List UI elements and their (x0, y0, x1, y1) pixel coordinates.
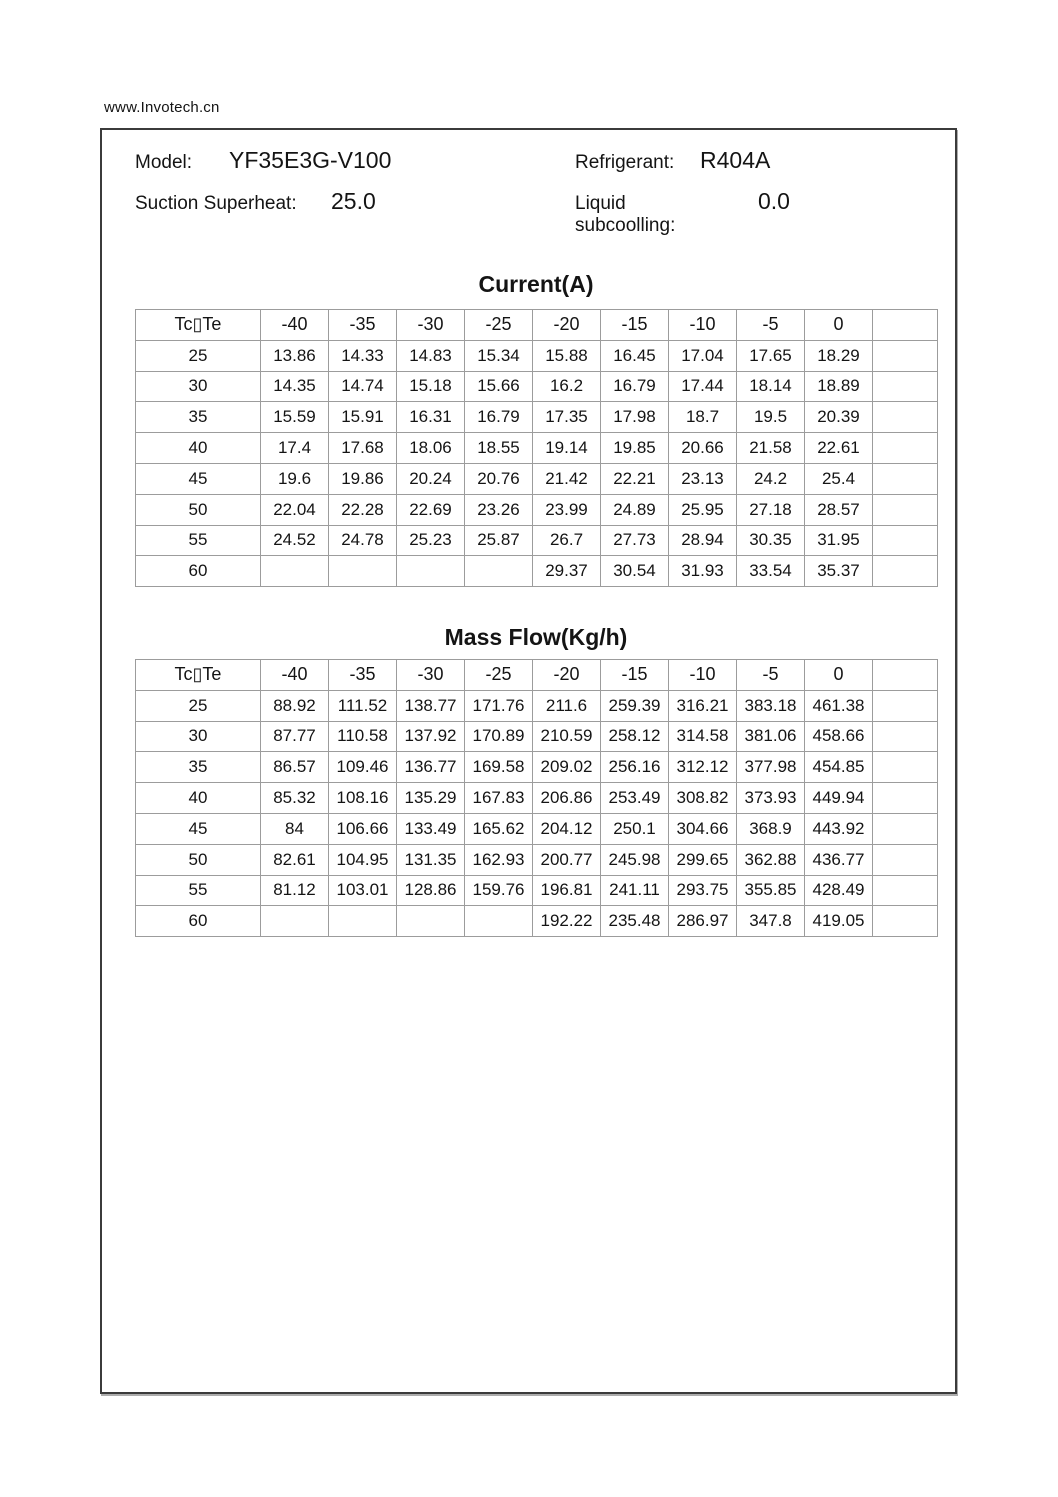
table-cell: 362.88 (737, 844, 805, 875)
mass-flow-table-host (135, 659, 938, 937)
column-header: -20 (533, 660, 601, 691)
table-cell: 16.31 (397, 402, 465, 433)
row-label: 35 (136, 752, 261, 783)
empty-header (873, 660, 938, 691)
empty-cell (873, 752, 938, 783)
refrigerant-label: Refrigerant: (575, 152, 675, 173)
table-cell: 245.98 (601, 844, 669, 875)
row-label: 55 (136, 875, 261, 906)
table-cell (261, 556, 329, 587)
table-cell: 304.66 (669, 813, 737, 844)
table-cell: 111.52 (329, 690, 397, 721)
table-cell: 24.89 (601, 494, 669, 525)
table-cell (397, 556, 465, 587)
table-cell: 192.22 (533, 906, 601, 937)
table-cell: 24.52 (261, 525, 329, 556)
current-table-host (135, 309, 938, 587)
superheat-label: Suction Superheat: (135, 193, 297, 214)
table-row (136, 525, 938, 556)
table-cell: 14.74 (329, 371, 397, 402)
row-label: 45 (136, 463, 261, 494)
table-cell: 109.46 (329, 752, 397, 783)
empty-cell (873, 721, 938, 752)
table-cell (465, 906, 533, 937)
table-cell (397, 906, 465, 937)
table-cell: 25.95 (669, 494, 737, 525)
table-cell: 31.93 (669, 556, 737, 587)
empty-cell (873, 402, 938, 433)
table-cell: 133.49 (397, 813, 465, 844)
table-cell: 17.4 (261, 433, 329, 464)
table-cell: 293.75 (669, 875, 737, 906)
table-cell: 31.95 (805, 525, 873, 556)
table-cell: 18.7 (669, 402, 737, 433)
empty-cell (873, 813, 938, 844)
table-cell: 104.95 (329, 844, 397, 875)
table-cell: 15.88 (533, 340, 601, 371)
column-header: -40 (261, 660, 329, 691)
table-cell: 14.83 (397, 340, 465, 371)
table-cell: 299.65 (669, 844, 737, 875)
row-label: 50 (136, 494, 261, 525)
table-cell: 22.69 (397, 494, 465, 525)
table-cell: 15.91 (329, 402, 397, 433)
table-cell: 85.32 (261, 783, 329, 814)
table-cell: 308.82 (669, 783, 737, 814)
empty-cell (873, 783, 938, 814)
column-header: -35 (329, 660, 397, 691)
table-cell: 16.79 (601, 371, 669, 402)
table-cell: 15.18 (397, 371, 465, 402)
table-cell: 19.5 (737, 402, 805, 433)
superheat-value: 25.0 (331, 188, 376, 214)
table-cell: 20.39 (805, 402, 873, 433)
table-cell: 458.66 (805, 721, 873, 752)
row-label: 25 (136, 340, 261, 371)
table-cell: 16.45 (601, 340, 669, 371)
table-row (136, 906, 938, 937)
table-cell: 18.89 (805, 371, 873, 402)
table-cell: 17.98 (601, 402, 669, 433)
column-header: -15 (601, 660, 669, 691)
row-label: 30 (136, 371, 261, 402)
table-cell: 286.97 (669, 906, 737, 937)
table-row (136, 371, 938, 402)
empty-cell (873, 556, 938, 587)
table-cell: 25.4 (805, 463, 873, 494)
document-frame (100, 128, 957, 1394)
table-cell: 108.16 (329, 783, 397, 814)
empty-cell (873, 340, 938, 371)
table-cell: 211.6 (533, 690, 601, 721)
table-cell: 314.58 (669, 721, 737, 752)
table-row (136, 690, 938, 721)
table-cell: 28.94 (669, 525, 737, 556)
subcooling-label: Liquid subcoolling: (575, 193, 676, 236)
table-cell: 29.37 (533, 556, 601, 587)
column-header: -10 (669, 310, 737, 341)
row-label: 60 (136, 906, 261, 937)
table-cell: 17.44 (669, 371, 737, 402)
table-cell: 419.05 (805, 906, 873, 937)
refrigerant-value: R404A (700, 147, 771, 173)
row-label: 60 (136, 556, 261, 587)
table-cell: 241.11 (601, 875, 669, 906)
table-cell: 209.02 (533, 752, 601, 783)
table-cell: 19.85 (601, 433, 669, 464)
table-cell: 128.86 (397, 875, 465, 906)
column-header: 0 (805, 660, 873, 691)
table-cell: 110.58 (329, 721, 397, 752)
table-cell: 33.54 (737, 556, 805, 587)
column-header: -5 (737, 660, 805, 691)
table-cell: 27.18 (737, 494, 805, 525)
table-cell: 159.76 (465, 875, 533, 906)
table-cell: 165.62 (465, 813, 533, 844)
table-cell: 30.35 (737, 525, 805, 556)
table-cell: 200.77 (533, 844, 601, 875)
empty-cell (873, 690, 938, 721)
table-cell: 22.21 (601, 463, 669, 494)
column-header: 0 (805, 310, 873, 341)
table-row (136, 752, 938, 783)
table-cell: 258.12 (601, 721, 669, 752)
column-header: -20 (533, 310, 601, 341)
table-cell: 35.37 (805, 556, 873, 587)
table-cell: 170.89 (465, 721, 533, 752)
table-cell (261, 906, 329, 937)
empty-cell (873, 875, 938, 906)
table-row (136, 844, 938, 875)
table-cell: 27.73 (601, 525, 669, 556)
empty-cell (873, 494, 938, 525)
table-cell: 18.55 (465, 433, 533, 464)
table-cell: 25.87 (465, 525, 533, 556)
table-cell: 20.66 (669, 433, 737, 464)
empty-cell (873, 844, 938, 875)
table-cell: 377.98 (737, 752, 805, 783)
table-cell: 355.85 (737, 875, 805, 906)
table-cell: 171.76 (465, 690, 533, 721)
column-header: -30 (397, 310, 465, 341)
table-cell: 381.06 (737, 721, 805, 752)
table-row (136, 813, 938, 844)
empty-cell (873, 371, 938, 402)
table-cell: 137.92 (397, 721, 465, 752)
table-cell: 81.12 (261, 875, 329, 906)
table-cell: 135.29 (397, 783, 465, 814)
table-row (136, 721, 938, 752)
column-header: -5 (737, 310, 805, 341)
column-header: -25 (465, 310, 533, 341)
table-cell: 103.01 (329, 875, 397, 906)
table-cell: 18.14 (737, 371, 805, 402)
table-cell: 454.85 (805, 752, 873, 783)
row-label: 55 (136, 525, 261, 556)
table-cell: 23.13 (669, 463, 737, 494)
row-label: 35 (136, 402, 261, 433)
table-row (136, 433, 938, 464)
table-cell: 22.28 (329, 494, 397, 525)
table-cell: 461.38 (805, 690, 873, 721)
table-cell: 87.77 (261, 721, 329, 752)
table-cell: 17.65 (737, 340, 805, 371)
table-cell: 20.24 (397, 463, 465, 494)
table-cell: 167.83 (465, 783, 533, 814)
mass-flow-table (135, 659, 938, 937)
table-cell: 19.14 (533, 433, 601, 464)
table-row (136, 783, 938, 814)
row-label: 40 (136, 433, 261, 464)
corner-cell: Tc▯Te (136, 660, 261, 691)
current-table (135, 309, 938, 587)
table-cell: 21.42 (533, 463, 601, 494)
table-cell: 23.26 (465, 494, 533, 525)
column-header: -25 (465, 660, 533, 691)
empty-cell (873, 525, 938, 556)
column-header: -10 (669, 660, 737, 691)
table-cell: 22.04 (261, 494, 329, 525)
table-cell: 259.39 (601, 690, 669, 721)
table-cell: 162.93 (465, 844, 533, 875)
table-cell: 82.61 (261, 844, 329, 875)
table-cell (329, 556, 397, 587)
table-cell: 131.35 (397, 844, 465, 875)
table-cell: 16.2 (533, 371, 601, 402)
row-label: 25 (136, 690, 261, 721)
table-cell: 14.33 (329, 340, 397, 371)
table-cell: 86.57 (261, 752, 329, 783)
table-cell: 17.35 (533, 402, 601, 433)
table-row (136, 556, 938, 587)
empty-cell (873, 463, 938, 494)
row-label: 40 (136, 783, 261, 814)
table-cell: 19.86 (329, 463, 397, 494)
table-cell: 17.04 (669, 340, 737, 371)
table-cell: 19.6 (261, 463, 329, 494)
subcooling-value: 0.0 (758, 188, 790, 214)
table-cell: 169.58 (465, 752, 533, 783)
model-value: YF35E3G-V100 (229, 147, 392, 173)
table-cell: 373.93 (737, 783, 805, 814)
table-cell: 30.54 (601, 556, 669, 587)
mass-flow-table-title: Mass Flow(Kg/h) (444, 624, 628, 650)
table-cell: 24.2 (737, 463, 805, 494)
table-cell: 138.77 (397, 690, 465, 721)
row-label: 30 (136, 721, 261, 752)
table-cell: 22.61 (805, 433, 873, 464)
table-cell: 16.79 (465, 402, 533, 433)
table-cell: 368.9 (737, 813, 805, 844)
row-label: 50 (136, 844, 261, 875)
table-row (136, 494, 938, 525)
table-cell: 106.66 (329, 813, 397, 844)
table-cell: 253.49 (601, 783, 669, 814)
table-cell: 13.86 (261, 340, 329, 371)
table-cell: 18.29 (805, 340, 873, 371)
table-cell: 17.68 (329, 433, 397, 464)
table-cell: 312.12 (669, 752, 737, 783)
table-cell: 436.77 (805, 844, 873, 875)
table-row (136, 875, 938, 906)
empty-header (873, 310, 938, 341)
table-cell: 206.86 (533, 783, 601, 814)
table-cell: 21.58 (737, 433, 805, 464)
table-cell: 88.92 (261, 690, 329, 721)
column-header: -15 (601, 310, 669, 341)
table-cell: 15.66 (465, 371, 533, 402)
table-cell: 14.35 (261, 371, 329, 402)
table-cell: 383.18 (737, 690, 805, 721)
table-cell: 443.92 (805, 813, 873, 844)
empty-cell (873, 433, 938, 464)
table-cell: 449.94 (805, 783, 873, 814)
table-cell: 136.77 (397, 752, 465, 783)
table-cell: 204.12 (533, 813, 601, 844)
table-cell: 235.48 (601, 906, 669, 937)
table-cell: 428.49 (805, 875, 873, 906)
current-table-title: Current(A) (478, 271, 594, 297)
table-cell: 18.06 (397, 433, 465, 464)
table-cell: 84 (261, 813, 329, 844)
table-cell: 20.76 (465, 463, 533, 494)
table-cell: 25.23 (397, 525, 465, 556)
header-row (136, 660, 938, 691)
table-row (136, 340, 938, 371)
column-header: -30 (397, 660, 465, 691)
table-cell: 210.59 (533, 721, 601, 752)
table-cell: 23.99 (533, 494, 601, 525)
table-cell (329, 906, 397, 937)
table-cell: 316.21 (669, 690, 737, 721)
column-header: -35 (329, 310, 397, 341)
table-cell: 250.1 (601, 813, 669, 844)
table-cell: 196.81 (533, 875, 601, 906)
site-url: www.Invotech.cn (104, 99, 220, 116)
table-row (136, 402, 938, 433)
table-cell: 256.16 (601, 752, 669, 783)
model-label: Model: (135, 152, 193, 173)
table-cell: 24.78 (329, 525, 397, 556)
table-cell (465, 556, 533, 587)
table-row (136, 463, 938, 494)
table-cell: 26.7 (533, 525, 601, 556)
row-label: 45 (136, 813, 261, 844)
column-header: -40 (261, 310, 329, 341)
header-row (136, 310, 938, 341)
table-cell: 15.59 (261, 402, 329, 433)
empty-cell (873, 906, 938, 937)
table-cell: 28.57 (805, 494, 873, 525)
table-cell: 15.34 (465, 340, 533, 371)
corner-cell: Tc▯Te (136, 310, 261, 341)
table-cell: 347.8 (737, 906, 805, 937)
